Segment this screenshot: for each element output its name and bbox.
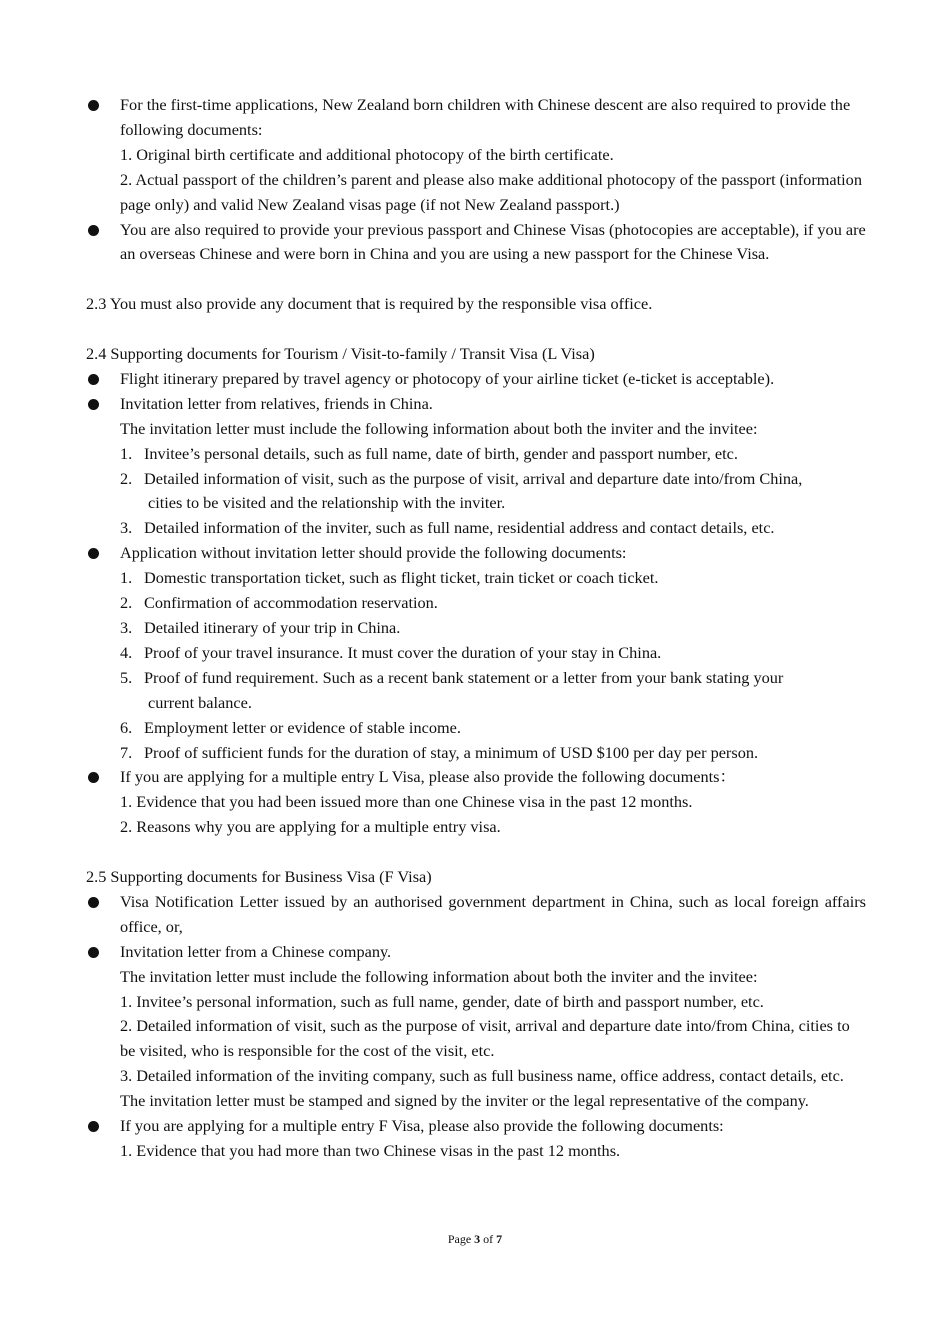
spacer <box>86 267 866 292</box>
numbered-list-item <box>86 666 866 716</box>
spacer <box>86 317 866 342</box>
numbered-list-item <box>86 716 866 741</box>
item-number: 4. <box>120 642 133 662</box>
item-number: 2. <box>120 593 133 613</box>
page-word: Page <box>447 1232 472 1246</box>
item-text: Invitee’s personal details, such as full name, date of birth, gender and passport number, etc. <box>144 443 738 463</box>
item-number: 7. <box>120 742 133 762</box>
page-content <box>86 93 866 1164</box>
spacer <box>86 840 866 865</box>
item-text: Proof of sufficient funds for the duration of stay, a minimum of USD $100 per day per person. <box>144 742 759 762</box>
item-text: Confirmation of accommodation reservation. <box>144 593 438 613</box>
item-text: Detailed itinerary of your trip in China. <box>144 618 401 637</box>
bullet-flight-itinerary: Flight itinerary prepared by travel agency or photocopy of your airline ticket (e-ticket is acceptable). <box>86 367 866 392</box>
item-number: 1. <box>120 568 133 588</box>
item-number: 3. <box>120 518 133 538</box>
bullet-without-invitation: Application without invitation letter should provide the following documents: <box>86 541 866 566</box>
item-text-continued: current balance. <box>148 692 252 712</box>
list-item: 1. Evidence that you had been issued more than one Chinese visa in the past 12 months. <box>120 792 693 812</box>
numbered-list-item <box>86 641 866 666</box>
item-text: Detailed information of visit, such as the purpose of visit, arrival and departure date into/from China, <box>144 468 803 488</box>
numbered-list-item <box>86 591 866 616</box>
numbered-list-item <box>86 566 866 591</box>
numbered-list-item <box>86 516 866 541</box>
item-number: 2. <box>120 468 133 488</box>
bullet-first-time-applications: For the first-time applications, New Zealand born children with Chinese descent are also required to provide the following documents: <box>86 93 866 143</box>
section-2-4-heading: 2.4 Supporting documents for Tourism / Visit-to-family / Transit Visa (L Visa) <box>86 344 595 364</box>
of-word: of <box>483 1232 494 1246</box>
numbered-list-item <box>86 616 866 641</box>
invitation-intro: The invitation letter must include the following information about both the inviter and the invitee: <box>120 418 758 438</box>
item-number: 6. <box>120 717 133 737</box>
list-item: 1. Evidence that you had more than two Chinese visas in the past 12 months. <box>120 1141 621 1161</box>
item-text: Domestic transportation ticket, such as flight ticket, train ticket or coach ticket. <box>144 568 659 588</box>
numbered-list-item <box>86 442 866 467</box>
list-item: 1. Invitee’s personal information, such as full name, gender, date of birth and passport number, etc. <box>120 991 764 1011</box>
list-item: 3. Detailed information of the inviting company, such as full business name, office address, contact details, etc. The invitation letter must be stamped and signed by the inviter or the legal representative of the company. <box>120 1066 844 1111</box>
list-item: 2. Reasons why you are applying for a multiple entry visa. <box>120 817 501 837</box>
list-item: 1. Original birth certificate and additional photocopy of the birth certificate. <box>120 144 614 164</box>
bullet-visa-notification-letter: Visa Notification Letter issued by an authorised government department in China, such as local foreign affairs office, or, <box>86 890 866 940</box>
item-text: Proof of fund requirement. Such as a recent bank statement or a letter from your bank stating your <box>144 667 784 687</box>
item-number: 3. <box>120 618 133 637</box>
item-text: Detailed information of the inviter, such as full name, residential address and contact details, etc. <box>144 518 775 538</box>
item-text: Employment letter or evidence of stable income. <box>144 717 461 737</box>
bullet-previous-passport: You are also required to provide your previous passport and Chinese Visas (photocopies are acceptable), if you are an overseas Chinese and were born in China and you are using a new passport for the Chinese Visa. <box>86 218 866 268</box>
bullet-chinese-company-invitation: Invitation letter from a Chinese company. <box>86 940 866 965</box>
numbered-list-item <box>86 467 866 517</box>
item-number: 1. <box>120 443 133 463</box>
current-page-number: 3 <box>474 1232 481 1246</box>
item-number: 5. <box>120 667 133 687</box>
no-invitation-items-list <box>86 566 866 765</box>
total-pages-number: 7 <box>496 1232 503 1246</box>
item-text-continued: cities to be visited and the relationship with the inviter. <box>148 493 506 513</box>
bullet-multiple-entry-f: If you are applying for a multiple entry F Visa, please also provide the following documents: <box>86 1114 866 1139</box>
numbered-list-item <box>86 741 866 766</box>
invitation-items-list <box>86 442 866 542</box>
bullet-invitation-letter: Invitation letter from relatives, friends in China. <box>86 392 866 417</box>
section-2-3: 2.3 You must also provide any document that is required by the responsible visa office. <box>86 294 653 314</box>
item-text: Proof of your travel insurance. It must cover the duration of your stay in China. <box>144 642 662 662</box>
list-item: 2. Detailed information of visit, such as the purpose of visit, arrival and departure date into/from China, cities to be visited, who is responsible for the cost of the visit, etc. <box>120 1016 850 1061</box>
list-item: 2. Actual passport of the children’s parent and please also make additional photocopy of the passport (information page only) and valid New Zealand visas page (if not New Zealand passport.) <box>120 169 862 214</box>
section-2-5-heading: 2.5 Supporting documents for Business Visa (F Visa) <box>86 867 432 887</box>
invitation-intro: The invitation letter must include the following information about both the inviter and the invitee: <box>120 966 758 986</box>
page-footer <box>0 1231 950 1247</box>
bullet-multiple-entry-l: If you are applying for a multiple entry L Visa, please also provide the following documents： <box>86 765 866 790</box>
